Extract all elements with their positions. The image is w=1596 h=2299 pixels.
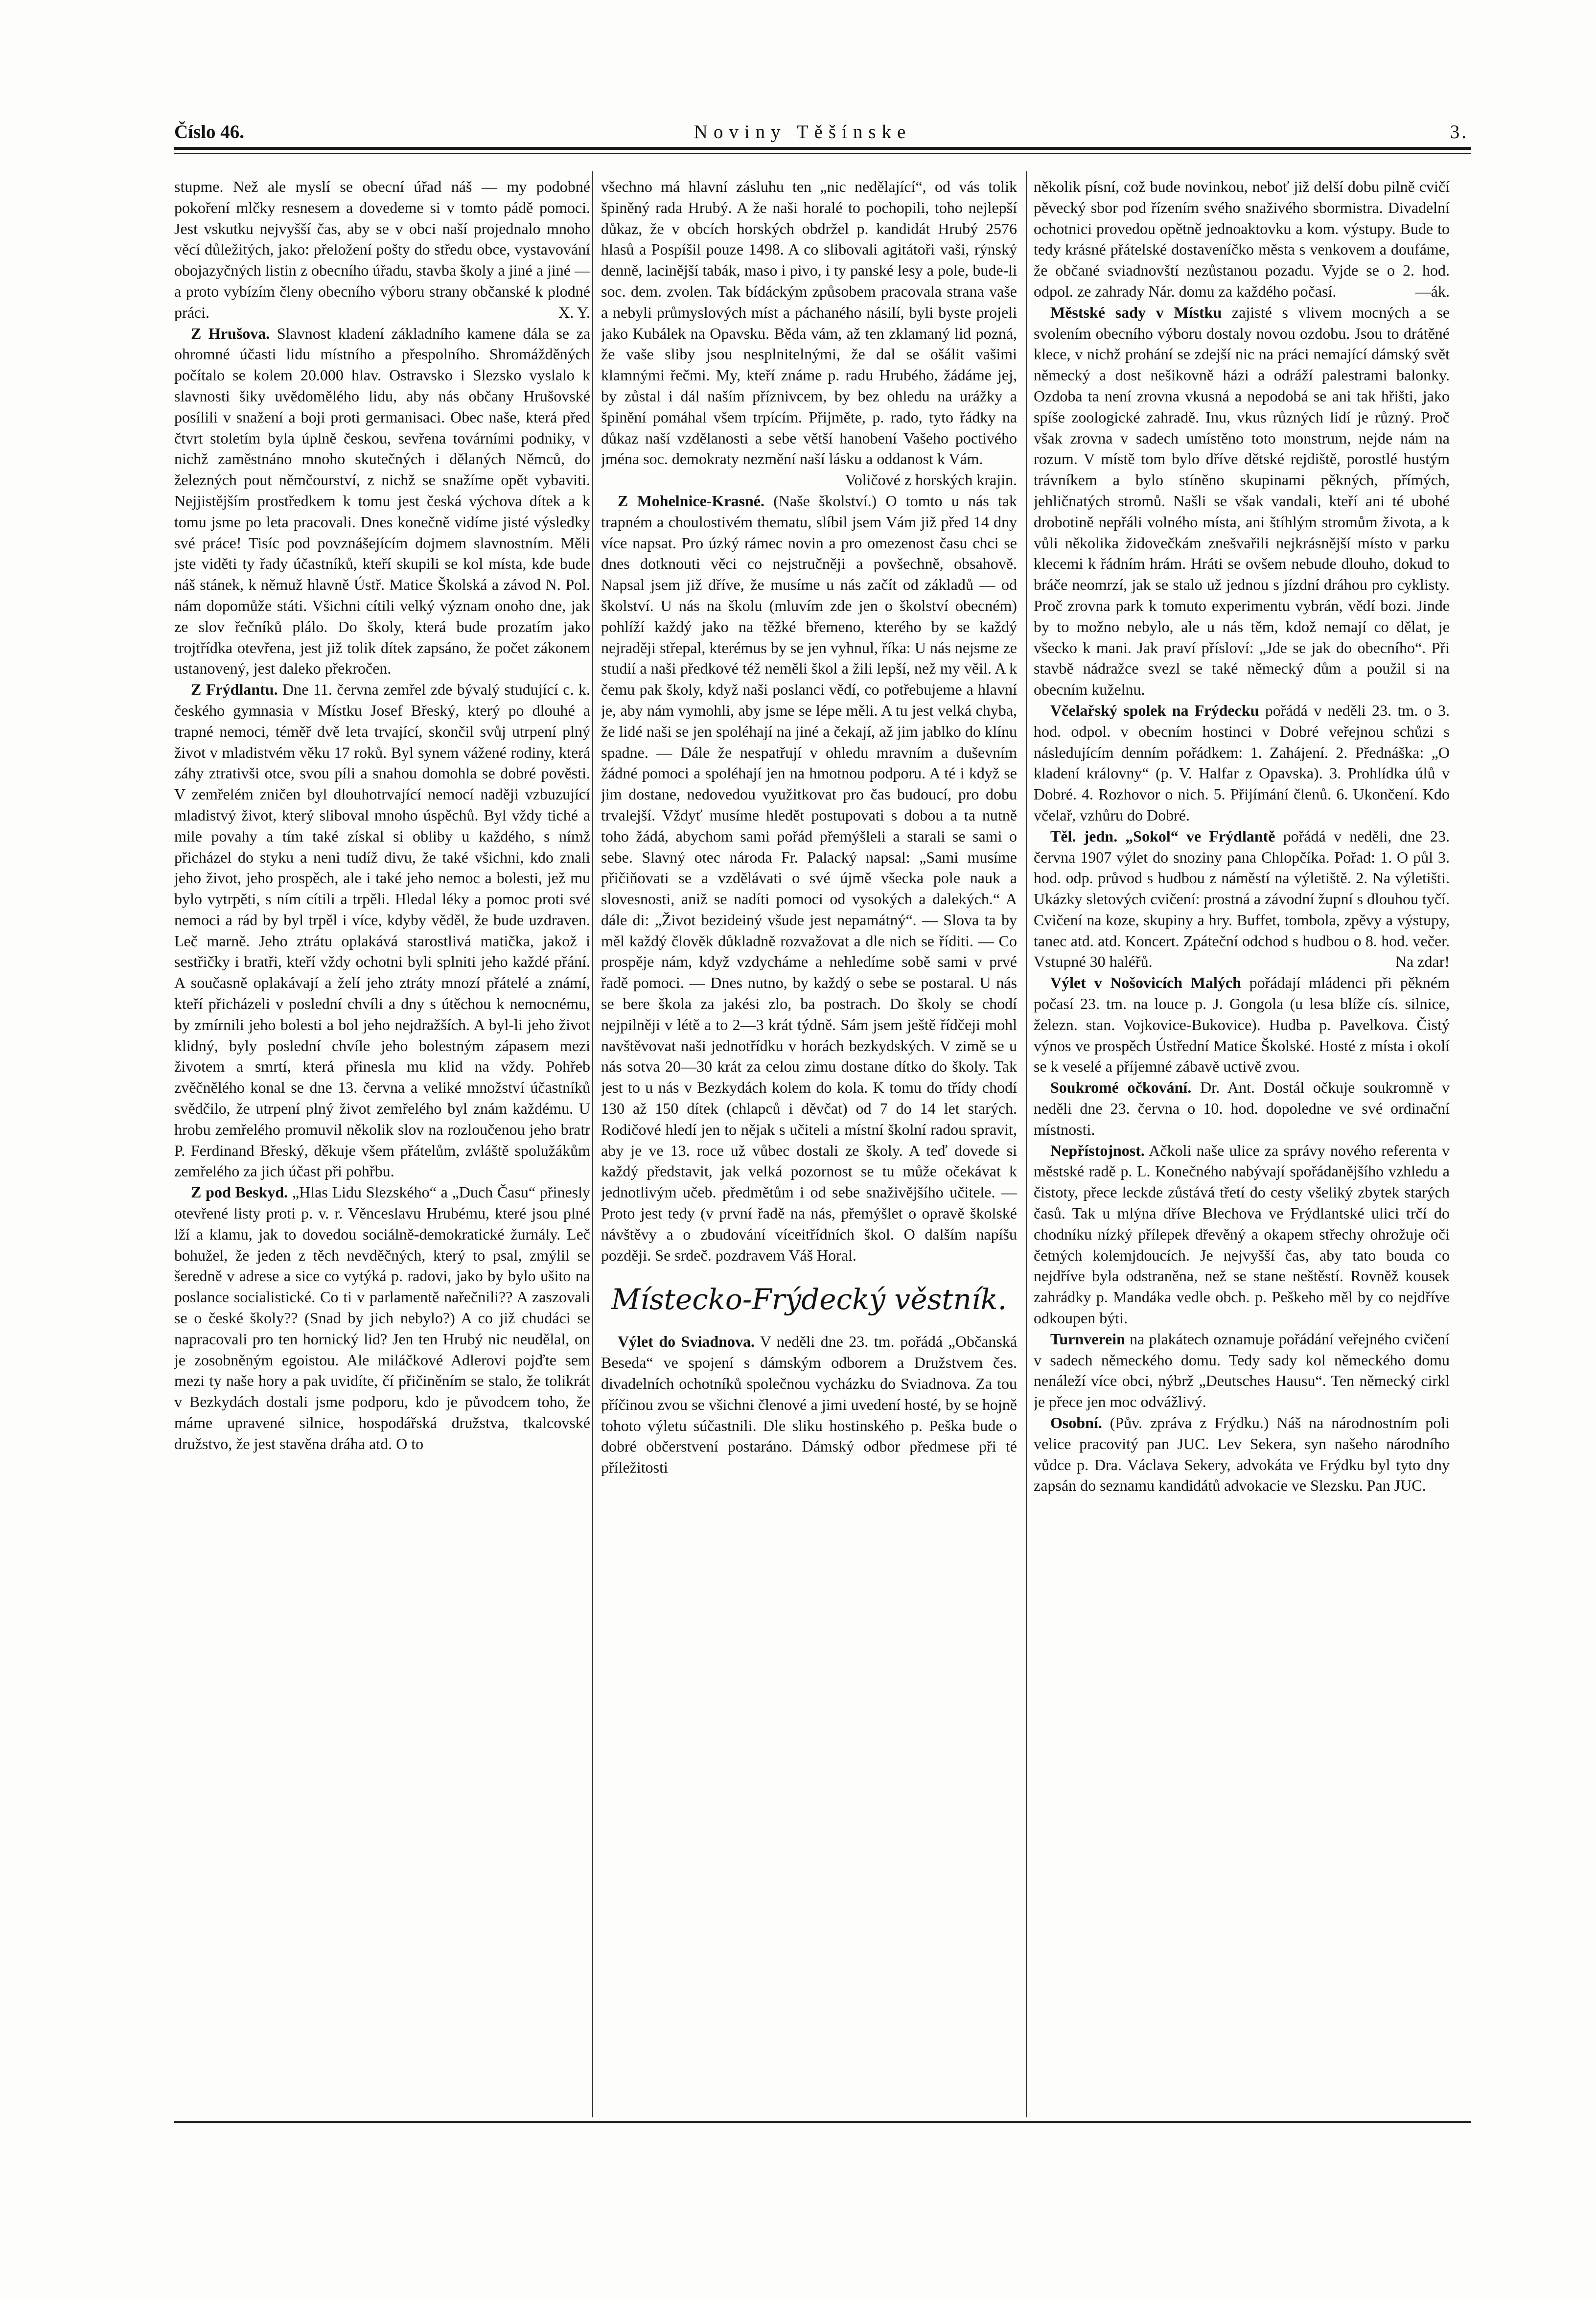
article-sady: Městské sady v Místku zajisté s vlivem mocných a se svolením obecního výboru dostaly novou ozdobu. Jsou to drátěné klece, v nichž prohání se zdejší nic na práci nemající dámský svět německý a dost nešikovně házi a odráží palestrami balonky. Ozdoba ta není zrovna vkusná a nepodobá se ani tak hřišti, jako spíše zoologické zahradě. Inu, vkus různých lidí je různý. Proč však zrovna v sadech umístěno toto monstrum, nejde nám na rozum. V místě tom bylo dříve dětské rejdiště, porostlé hustým trávníkem a bylo stíněno skupinami pěkných, přímých, jehličnatých stromů. Našli se však vandali, kteří ani té ubohé drobotině nepřáli volného místa, ani štíhlým stromům života, a k vůli několika židovečkám znešvařili nejkrásnější místo v parku klecemi k řádním hrám. Hráti se ovšem nebude dlouho, dokud to bráče neomrzí, jak se stalo už jednou s jízdní dráhou pro cyklisty. Proč zrovna park k tomuto experimentu vybrán, vědí bozi. Jinde by to možno nebylo, ale u nás těm, kdož nemají co dělat, je všecko k mani. Jak praví přísloví: „Jde se jak do obecního“. Při stavbě nádražce svezl se také německý dům a použil si na obecním kuželnu. [1034,303,1450,699]
newspaper-title: Noviny Těšínske [694,121,912,142]
column-middle [601,176,1017,2110]
article-ockovani: Soukromé očkování. Dr. Ant. Dostál očkuje soukromně v neděli dne 23. června o 10. hod. dopoledne ve své ordinační místnosti. [1034,1079,1450,1138]
article-neprislojnost: Nepřístojnost. Ačkoli naše ulice za správy nového referenta v městské radě p. L. Konečného nabývají spořádanějšího vzhledu a čistoty, přece leckde zůstává třetí do cesty všeliký zbytek starých časů. Tak u mlýna dříve Blechova ve Frýdlantské ulici trčí do chodníku nízký přílepek dřevěný a okapem střechy ohrožuje oči četných kolemjdoucích. Je nejvyšší čas, aby tato bouda co nejdříve byla odstraněna, než se stane neštěstí. Rovněž kousek zahrádky p. Mandáka vedle obch. p. Peškeho měl by co nejdříve odkoupen býti. [1034,1141,1450,1327]
article-continuation: několik písní, což bude novinkou, neboť již delší dobu pilně cvičí pěvecký sbor pod řízením svého snaživého sbormistra. Divadelní ochotnici provedou opětně jednoaktovku a kom. výstupy. Bude to tedy krásné přátelské dostaveníčko města s venkovem a doufáme, že občané sviadnovští nezůstanou pozadu. Vyjde se o 2. hod. odpol. ze zahrady Nár. domu za každého počasí. —ák. [1034,176,1450,302]
header-rule [174,147,1471,150]
signature: —ák. [1415,282,1450,300]
article-beskydy: Z pod Beskyd. „Hlas Lidu Slezského“ a „Duch Času“ přinesly otevřené listy proti p. v. r. Věnceslavu Hrubému, které jsou plné lží a klamu, jak to dovedou sociálně-demokratické žurnály. Leč bohužel, že jeden z těch nevděčných, který to psal, zmýlil se šeredně v adrese a sice co vytýká p. radovi, jako by bylo ušito na poslance socialistické. Co ti v parlamentě nařečnili?? A zaszovali se o české školy?? (Snad by jich nebylo?) A co již chudáci se napracovali pro ten hornický lid? Jen ten Hrubý nic neudělal, on je zosobněným egoistou. Ale miláčkové Adlerovi pojďte sem mezi ty naše hory a pak uvidíte, čí přičiněním se stalo, že tolikrát v Bezkydách dostali jsme podporu, kdo je původcem toho, že máme upravené silnice, hospodářská družstva, tkalcovské družstvo, že jest stavěna dráha atd. O to [174,1183,590,1453]
column-right [1034,176,1450,2110]
section-title: Výlet do Sviadnova. [618,1333,755,1351]
section-title: Z Hrušova. [191,324,270,342]
signature: Voličové z horských krajin. [845,471,1017,489]
column-divider [592,171,593,2117]
column-left [174,176,590,2110]
article-nosovice: Výlet v Nošovicích Malých pořádají mládenci při pěkném počasí 23. tm. na louce p. J. Gongola (u lesa blíže cís. silnice, železn. stan. Vojkovice-Bukovice). Hudba p. Pavelkova. Čistý výnos ve prospěch Ústřední Matice Školské. Hosté z místa i okolí se k veselé a příjemné zábavě uctivě zvou. [1034,974,1450,1076]
issue-number: Číslo 46. [174,121,245,142]
section-title: Z Mohelnice-Krasné. [618,492,764,510]
article-frydlant: Z Frýdlantu. Dne 11. června zemřel zde bývalý studující c. k. českého gymnasia v Místku Josef Břeský, který po dlouhé a trapné nemoci, téměř dvě leta trvající, skončil svůj utrpení plný život v mladistvém věku 17 roků. Byl synem vážené rodiny, která záhy ztrativši otce, svou píli a snahou domohla se dobré pověsti. V zemřelém zničen byl dlouhotrvající nemocí naději vzbuzující mladistvý život, který sliboval mnoho úspěchů. Byl vždy tiché a mile povahy a tím také získal si obliby u každého, s nímž přicházel do styku a neni tudíž divu, že také všichni, kdo znali jeho život, jeho prospěch, ale i také jeho nemoc a bolesti, jež mu bylo vytrpěti, s ním cítili a trpěli. Hledal léky a pomoc proti své nemoci a rád by byl trpěl i více, kdyby věděl, že bude uzdraven. Leč marně. Jeho ztrátu oplakává starostlivá matička, jakož i sestřičky i bratři, kteří vždy ochotni byli splniti jeho každé přání. A současně oplakávají a želí jeho ztráty mnozí přátelé a známí, kteří přicházeli v poslední chvíli a dny s útěchou k nemocnému, by zmírnili jeho bolesti a bol jeho nejdražších. A byl-li jeho život klidný, byly poslední chvíle jeho bolestným zápasem mezi životem a smrtí, která přinesla mu klid na vždy. Pohřeb zvěčnělého konal se dne 13. června a veliké množství účastníků svědčilo, že utrpení plný život zemřelého byl znám každému. U hrobu zemřelého promuvil několik slov na rozloučenou jeho bratr P. Ferdinand Břeský, děkuje všem přátelům, zvláště spolužákům zemřelého za jich účast při pohřbu. [174,680,590,1180]
section-title: Turnverein [1050,1330,1125,1348]
article-turnverein: Turnverein na plakátech oznamuje pořádání veřejného cvičení v sadech německého domu. Tedy sady kol německého domu nenáleží více obci, nýbrž „Deutsches Hausu“. Ten německý cirkl je přece jen moc odvážlivý. [1034,1330,1450,1411]
section-title: Městské sady v Místku [1050,303,1222,321]
signature: X. Y. [558,303,590,321]
article-sokol: Těl. jedn. „Sokol“ ve Frýdlantě pořádá v neděli, dne 23. června 1907 výlet do snoziny pana Chlopčíka. Pořad: 1. O půl 3. hod. odp. průvod s hudbou z náměstí na výletiště. 2. Na výletišti. Ukázky sletových cvičení: prostná a závodní župní s dlouhou tyčí. Cvičení na koze, skupiny a hry. Buffet, tombola, zpěvy a výstupy, tanec atd. atd. Koncert. Zpáteční odchod s hudbou o 8. hod. večer. Vstupné 30 haléřů. Na zdar! [1034,827,1450,971]
section-title: Těl. jedn. „Sokol“ ve Frýdlantě [1050,827,1275,845]
article-hrusov: Z Hrušova. Slavnost kladení základního kamene dála se za ohromné účasti lidu místního a přespolního. Shromážděných počítalo se kolem 20.000 hlav. Ostravsko i Slezsko vyslalo k slavnosti šiky uvědomělého lidu, aby nás občany Hrušovské posílili v snažení a boji proti germanisaci. Obec naše, která před čtvrt stoletím byla úplně českou, sevřena továrními podniky, v nichž zaměstnáno mnoho skutečných i dělaných Němců, do železných pout němčourství, z nichž se snažíme opět vybaviti. Nejjistějším prostředkem k tomu jest česká výchova dítek a k tomu jsme po leta pracovali. Dnes konečně vidíme jisté výsledky své práce! Tisíc pod povznášejícím dojmem slavnostním. Měli jste viděti ty řady účastníků, kteří skupili se kol místa, kde bude náš stánek, k němuž hlavně Ústř. Matice Školská a závod N. Pol. nám dopomůže státi. Všichni cítili velký význam onoho dne, jak ze slov řečníků plálo. Do školy, která bude prozatím jako trojtřídka otevřena, jest již tolik dítek zapsáno, že počet zákonem ustanovený, jest daleko překročen. [174,324,590,678]
section-title: Nepřístojnost. [1050,1141,1145,1159]
article-continuation: všechno má hlavní zásluhu ten „nic nedělající“, od vás tolik špiněný rada Hrubý. A že naši horalé to pochopili, toho nejlepší důkaz, že v obcích horských obdržel p. kandidát Hrubý 2576 hlasů a Pospíšil pouze 1498. A co slibovali agitátoři vaši, rýnský denně, lacinější tabák, maso i pivo, i ty panské lesy a pole, bude-li soc. dem. zvolen. Tak bídáckým způsobem pracovala strana vaše a nebyli průmyslových míst a páchaného násilí, byli byste projeli jako Kubálek na Opavsku. Běda vám, až ten zklamaný lid pozná, že vaše sliby jsou nesplnitelnými, že dal se ošálit vašimi klamnými řečmi. My, kteří známe p. radu Hrubého, žádáme jej, by zůstal i dál naším příznivcem, by bez ohledu na urážky a špinění pomáhal všem trpícím. Přijměte, p. rado, tyto řádky na důkaz naší vzdělanosti a sebe větší hanobení Vašeho poctivého jména soc. demokraty nezmění naší lásku a oddanost k Vám. [601,178,1017,468]
article-vcelari: Včelařský spolek na Frýdecku pořádá v neděli 23. tm. o 3. hod. odpol. v obecním hostinci v Dobré veřejnou schůzi s následujícím denním pořádkem: 1. Zahájení. 2. Přednáška: „O kladení královny“ (p. V. Halfar z Opavska). 3. Prohlídka úlů v Dobré. 4. Rozhovor o nich. 5. Přijímání členů. 6. Ukončení. Kdo včelař, vzhůru do Dobré. [1034,701,1450,824]
section-title: Výlet v Nošovicích Malých [1050,974,1241,992]
section-title: Soukromé očkování. [1050,1079,1192,1097]
article-osobni: Osobní. (Pův. zpráva z Frýdku.) Náš na národnostním poli velice pracovitý pan JUC. Lev Sekera, syn našeho národního vůdce p. Dra. Václava Sekery, advokáta ve Frýdku byl tyto dny zapsán do seznamu kandidátů advokacie ve Slezsku. Pan JUC. [1034,1414,1450,1495]
column-divider [1026,171,1027,2117]
section-title: Včelařský spolek na Frýdecku [1050,701,1259,719]
article-sviadnov: Výlet do Sviadnova. V neděli dne 23. tm. pořádá „Občanská Beseda“ ve spojení s dámským odborem a Družstvem čes. divadelních ochotníků společnou vycházku do Sviadnova. Za tou příčinou zvou se všichni členové a jimi uvedení hosté, by se hojně tohoto výletu súčastnili. Dle sliku hostinského p. Peška bude o dobré občerstvení postaráno. Dámský odbor předmese při té příležitosti [601,1333,1017,1477]
footer-rule [174,2121,1471,2123]
section-masthead: Místecko-Frýdecký věstník. [611,1283,1007,1316]
article-continuation: stupme. Než ale myslí se obecní úřad náš — my podobné pokoření mlčky resnesem a dovedeme si v tomto pádě pomoci. Jest vskutku nejvyšší čas, aby se v obci naší projednalo mnoho věcí důležitých, jako: přeložení pošty do středu obce, vystavování obojazyčných listin z obecního úřadu, stavba školy a jiné a jiné — a proto vybízím členy obecního výboru strany občanské k plodné práci. X. Y. [174,176,590,323]
page-number: 3. [1450,121,1468,142]
section-title: Z pod Beskyd. [191,1183,288,1201]
section-title: Osobní. [1050,1414,1102,1432]
header-rule-thin [174,153,1471,154]
section-title: Z Frýdlantu. [191,680,278,699]
article-mohelnice: Z Mohelnice-Krasné. (Naše školství.) O tomto u nás tak trapném a choulostivém thematu, slíbil jsem Vám již před 14 dny více napsat. Pro úzký rámec novin a pro omezenost času chci se dnes dotknouti věci co nejstručněji a povšechně, obsahově. Napsal jsem již dříve, že musíme u nás začít od základů — od školství. U nás na školu (mluvím zde jen o školství obecném) pohlíží každý jako na těžké břemeno, kterého by se každý nejraději střepal, kterémus by se jen vyhnul, říka: U nás nejsme ze studií a naši předkové též neměli škol a žili lepší, než my věil. A k čemu pak školy, když naši poslanci vědí, co potřebujeme a hlavní je, aby nám vymohli, aby jsme se lépe měli. A tu jest velká chyba, že lidé naši se jen spoléhají na jiné a čekají, až jim jablko do klínu spadne. — Dále že nespatřují v ohledu mravním a duševním žádné pomoci a spoléhají jen na hmotnou podporu. A té i když se jim dostane, nedovedou využitkovat pro čas budoucí, pro dobu trvalejší. Vždyť musíme hledět postupovati s dobou a ta nutně toho žádá, abychom sami pořád přemýšleli a starali se sami o sebe. Slavný otec národa Fr. Palacký napsal: „Sami musíme přičiňovati se a vzdělávati o své újmě všecka pole nauk a slovesnosti, aniž se nadíti pomoci od vysokých a dalekých.“ A dále di: „Život bezideiný všude jest nepamátný“. — Slova ta by měl každý člověk důkladně rozvažovat a dle nich se říditi. — Co prospěje nám, když vzdycháme a nehledíme sobě sami v prvé řadě pomoci. — Dnes nutno, by každý o sebe se postaral. U nás se bere škola za jakési zlo, ba postrach. Do školy se chodí nejpilněji v létě a to 2—3 krát týdně. Sám jsem ještě řídčeji mohl navštěvovat naši jednotřídku v horách bezkydských. V zimě se u nás sotva 20—30 krát za celou zimu dostane dítko do školy. Tak jest to u nás v Bezkydách kolem do kola. K tomu do třídy chodí 130 až 150 dítek (chlapců i děvčat) od 7 do 14 let starých. Rodičové hledí jen to nějak s učiteli a místní školní radou spravit, aby je ve 13. roce už vůbec dostali ze školy. A teď dovede si každý představit, jak velká pozornost se tu může očekávat k jednotlivým učeb. předmětům i od sebe snaživějšího učitele. — Proto jest tedy (v první řadě na nás, přemýšlet o opravě školské návštěvy a o zbudování víceitřídních škol. O dalším napíšu později. Se srdeč. pozdravem Váš Horal. [601,492,1017,1264]
